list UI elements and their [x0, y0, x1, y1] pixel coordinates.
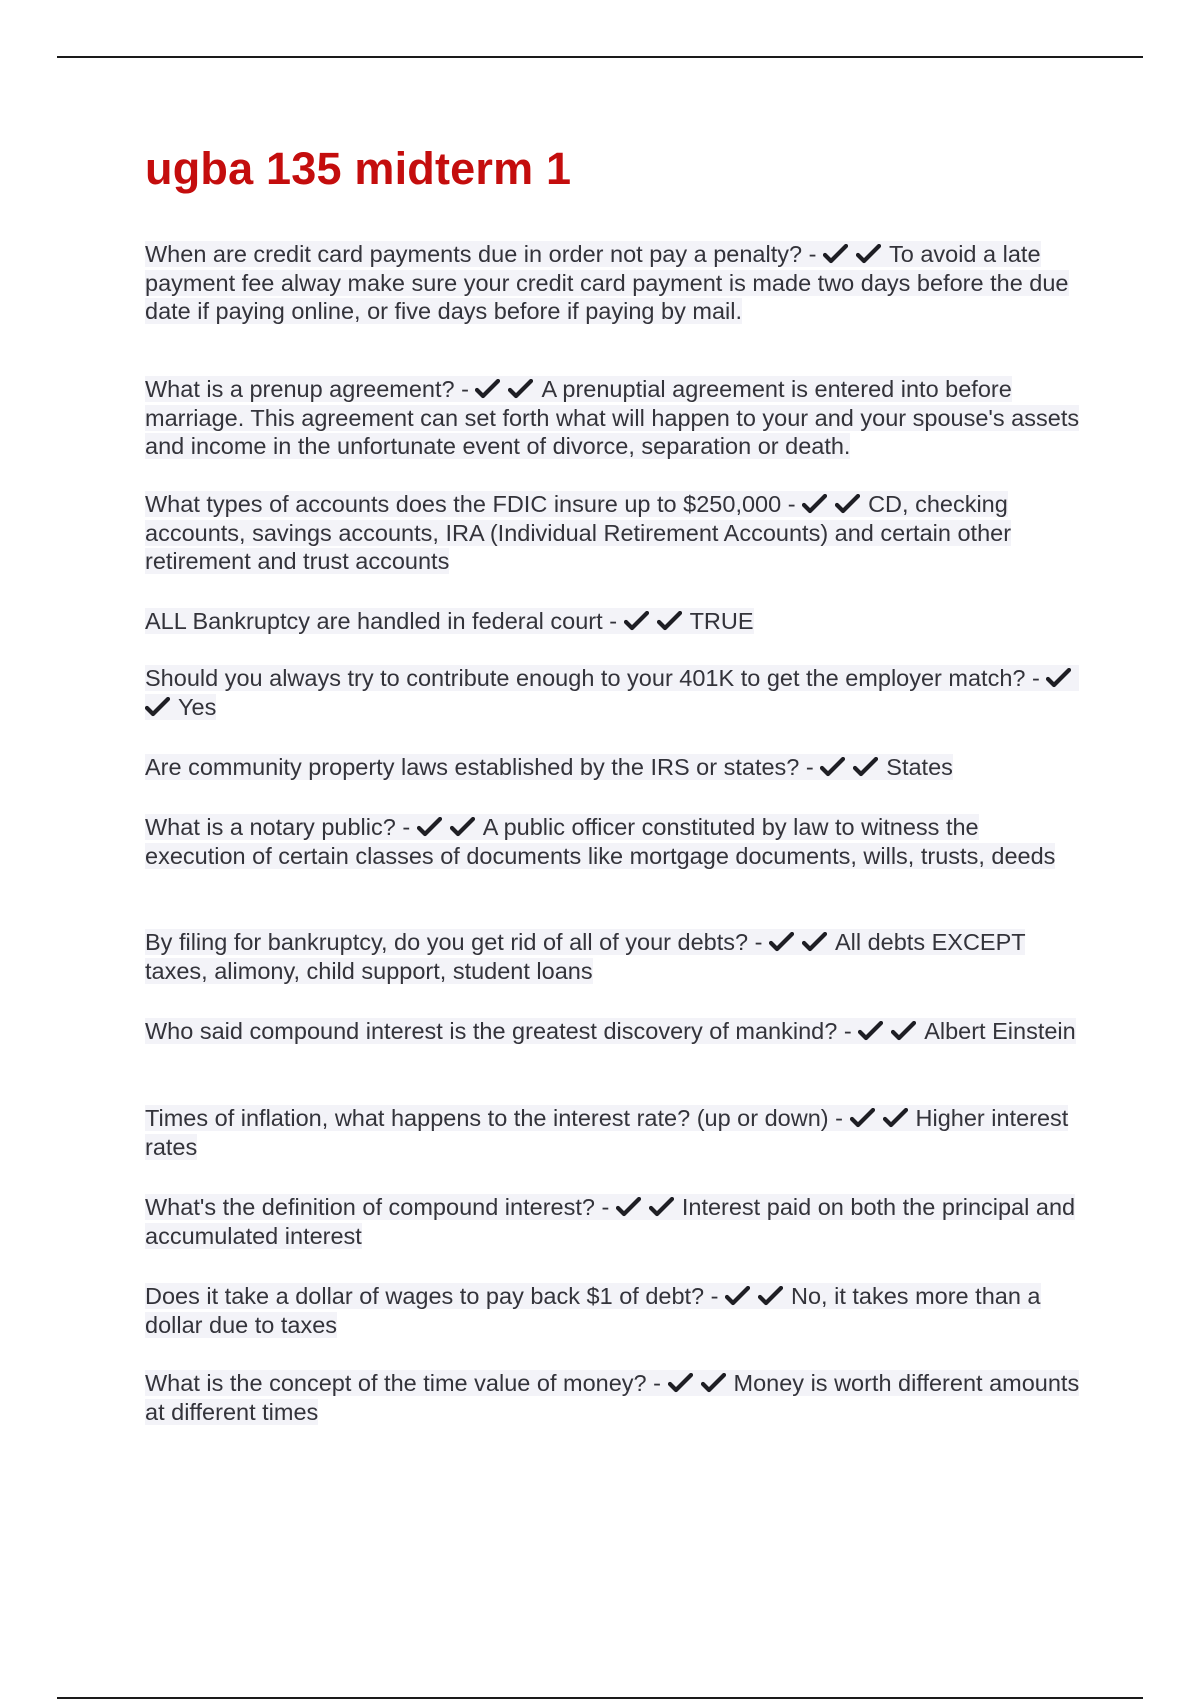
answer-text: To avoid a late payment fee alway make sure your credit card payment is made two days before the due date if paying online, or five days before if paying by mail. [145, 241, 1069, 324]
answer-text: CD, checking accounts, savings accounts, IRA (Individual Retirement Accounts) and certain other retirement and trust accounts [145, 491, 1012, 574]
answer-text: All debts EXCEPT taxes, alimony, child support, student loans [145, 929, 1026, 984]
top-rule [57, 56, 1143, 58]
check-icon [649, 1197, 674, 1217]
question-text: What is a prenup agreement? - [145, 376, 469, 402]
check-icon [820, 757, 845, 777]
check-icon [758, 1286, 783, 1306]
check-icon [725, 1286, 750, 1306]
answer-text: TRUE [689, 608, 754, 634]
question-text: Should you always try to contribute enough to your 401K to get the employer match? - [145, 665, 1040, 691]
check-icon [508, 379, 533, 399]
qa-item [145, 1369, 1085, 1426]
qa-item [145, 375, 1085, 461]
check-icon [769, 932, 794, 952]
answer-text: A prenuptial agreement is entered into before marriage. This agreement can set forth what will happen to your and your spouse's assets and income in the unfortunate event of divorce, separation or death. [145, 376, 1080, 459]
check-icon [883, 1108, 908, 1128]
check-icon [856, 244, 881, 264]
question-text: What's the definition of compound interest? - [145, 1194, 610, 1220]
question-text: Who said compound interest is the greatest discovery of mankind? - [145, 1018, 852, 1044]
question-text: ALL Bankruptcy are handled in federal court - [145, 608, 618, 634]
qa-item [145, 664, 1085, 721]
check-icon [417, 817, 442, 837]
question-text: When are credit card payments due in order not pay a penalty? - [145, 241, 817, 267]
answer-text: States [886, 754, 953, 780]
answer-text: Interest paid on both the principal and accumulated interest [145, 1194, 1076, 1249]
question-text: What is a notary public? - [145, 814, 411, 840]
check-icon [701, 1373, 726, 1393]
question-text: Are community property laws established by the IRS or states? - [145, 754, 814, 780]
question-text: What types of accounts does the FDIC insure up to $250,000 - [145, 491, 796, 517]
answer-text: Yes [178, 693, 217, 720]
question-text: Times of inflation, what happens to the interest rate? (up or down) - [145, 1105, 843, 1131]
check-icon [1046, 668, 1071, 688]
answer-text: Albert Einstein [924, 1018, 1076, 1044]
qa-item [145, 1017, 1085, 1046]
qa-item [145, 1282, 1085, 1339]
check-icon [145, 697, 170, 717]
qa-item [145, 490, 1085, 576]
check-icon [450, 817, 475, 837]
answer-text: A public officer constituted by law to witness the execution of certain classes of documents like mortgage documents, wills, trusts, deeds [145, 814, 1056, 869]
check-icon [668, 1373, 693, 1393]
check-icon [823, 244, 848, 264]
check-icon [891, 1021, 916, 1041]
check-icon [624, 611, 649, 631]
qa-item [145, 607, 1085, 636]
question-text: By filing for bankruptcy, do you get rid of all of your debts? - [145, 929, 763, 955]
check-icon [853, 757, 878, 777]
answer-text: Higher interest rates [145, 1105, 1069, 1160]
check-icon [802, 932, 827, 952]
answer-text: Money is worth different amounts at different times [145, 1370, 1080, 1425]
qa-item [145, 1193, 1085, 1250]
answer-text: No, it takes more than a dollar due to taxes [145, 1283, 1041, 1338]
qa-item [145, 1104, 1085, 1161]
check-icon [858, 1021, 883, 1041]
qa-item [145, 813, 1085, 870]
check-icon [850, 1108, 875, 1128]
qa-item [145, 753, 1085, 782]
page-title: ugba 135 midterm 1 [145, 143, 572, 194]
qa-item [145, 240, 1085, 326]
check-icon [835, 494, 860, 514]
check-icon [657, 611, 682, 631]
check-icon [802, 494, 827, 514]
check-icon [475, 379, 500, 399]
question-text: What is the concept of the time value of money? - [145, 1370, 661, 1396]
qa-item [145, 928, 1085, 985]
bottom-rule [57, 1697, 1143, 1699]
check-icon [616, 1197, 641, 1217]
question-text: Does it take a dollar of wages to pay back $1 of debt? - [145, 1283, 719, 1309]
